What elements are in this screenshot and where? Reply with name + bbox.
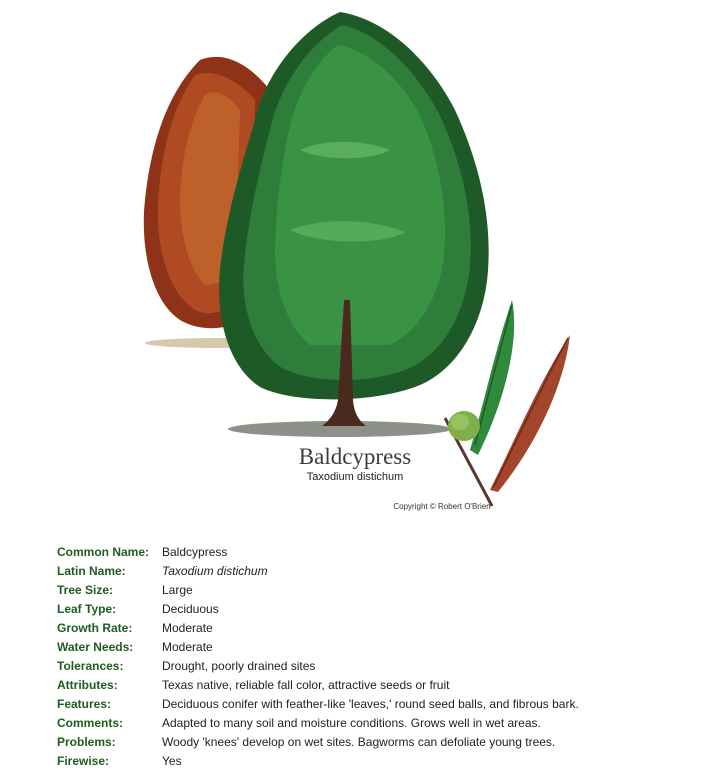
illustration-latin-name: Taxodium distichum [306,471,404,483]
illustration-title: Baldcypress [298,444,412,469]
details-row-firewise [57,751,579,770]
illustration-copyright: Copyright © Robert O'Brien [393,502,491,511]
tree-details-table [57,542,579,770]
row-label: Leaf Type: [57,601,117,616]
row-label: Common Name: [57,544,150,559]
row-value: Yes [162,753,182,768]
row-value: Moderate [162,620,213,635]
row-label: Growth Rate: [57,620,133,635]
details-row-comments [57,713,579,732]
row-value: Baldcypress [162,544,228,559]
row-label: Tree Size: [57,582,114,597]
details-row-leaf-type [57,599,579,618]
row-value: Texas native, reliable fall color, attractive seeds or fruit [162,677,450,692]
row-label: Attributes: [57,677,118,692]
row-label: Tolerances: [57,658,124,673]
details-row-growth-rate [57,618,579,637]
row-label: Features: [57,696,112,711]
row-value: Woody 'knees' develop on wet sites. Bagworms can defoliate young trees. [162,734,556,749]
details-row-tree-size [57,580,579,599]
details-row-problems [57,732,579,751]
row-label: Problems: [57,734,116,749]
details-row-water-needs [57,637,579,656]
row-value: Adapted to many soil and moisture conditions. Grows well in wet areas. [162,715,541,730]
row-label: Firewise: [57,753,110,768]
green-tree [219,12,489,426]
row-value: Deciduous [162,601,219,616]
row-value: Moderate [162,639,213,654]
row-value: Large [162,582,193,597]
details-row-latin-name [57,561,579,580]
details-row-attributes [57,675,579,694]
row-label: Comments: [57,715,124,730]
row-value: Deciduous conifer with feather-like 'leaves,' round seed balls, and fibrous bark. [162,696,579,711]
row-value: Drought, poorly drained sites [162,658,316,673]
details-row-tolerances [57,656,579,675]
details-row-features [57,694,579,713]
row-label: Latin Name: [57,563,126,578]
row-label: Water Needs: [57,639,134,654]
details-row-common-name [57,542,579,561]
row-value: Taxodium distichum [162,563,268,578]
